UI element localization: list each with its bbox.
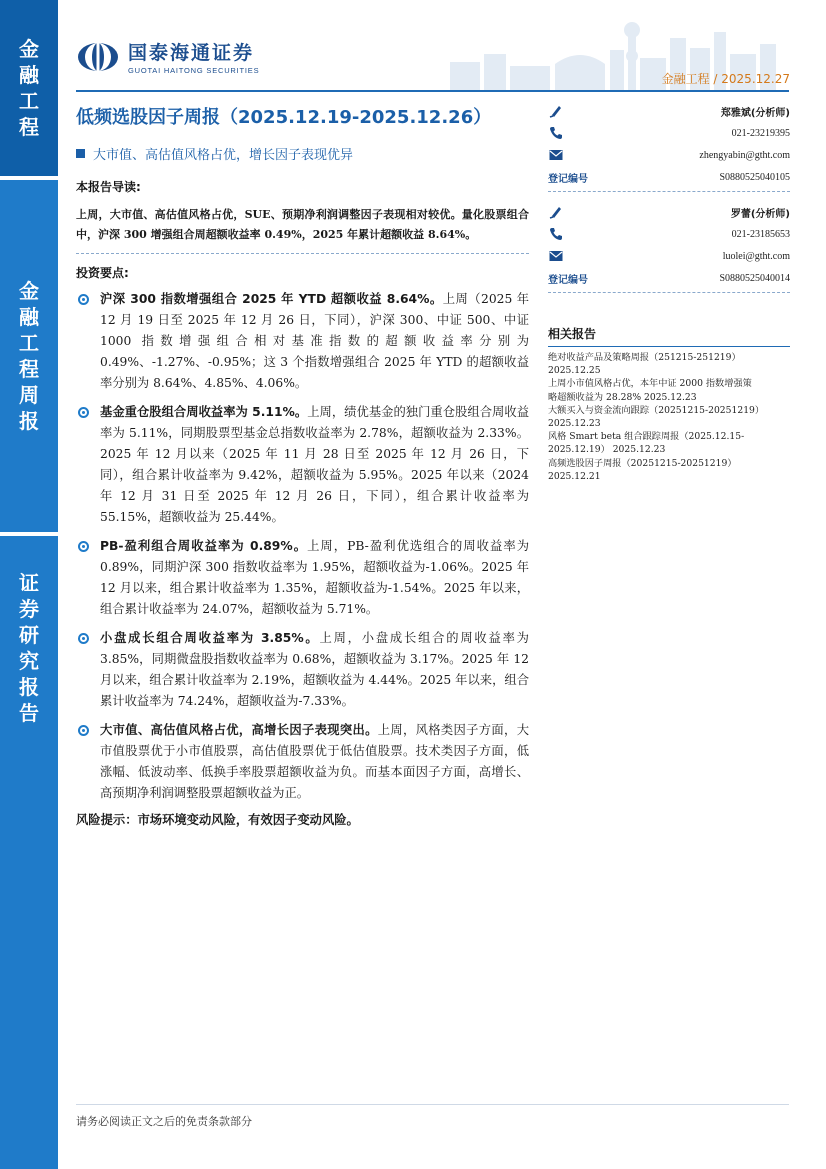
point-lead: 大市值、高估值风格占优，高增长因子表现突出。 [100,723,378,737]
disclaimer-footer: 请务必阅读正文之后的免责条款部分 [76,1115,252,1128]
sidebar-char: 究 [19,649,39,673]
registration-number: S0880525040014 [719,272,790,284]
guide-heading: 本报告导读: [76,180,141,194]
point-lead: PB-盈利组合周收益率为 0.89%。 [100,539,308,553]
phone-icon [548,125,564,141]
sidebar-char: 程 [19,115,39,139]
email-icon [548,147,564,163]
bullet-dot-icon [78,633,89,644]
logo-text-cn: 国泰海通证券 [128,42,255,64]
sidebar-char: 工 [19,89,39,113]
analyst-divider [548,292,790,293]
sidebar-char: 工 [19,331,39,355]
sidebar-top-label [0,0,58,176]
point-body: 上周，PB-盈利优选组合的周收益率为 0.89%，同期沪深 300 指数收益率为 1.95%，超额收益为-1.06%。2025 年 12 月以来，组合累计收益率为 1.35%，超额收益为-1.54%。2025 年以来，组合累计收益率为 24.07%，超额收益为 5.71%。 [100,539,529,616]
dashed-divider [76,253,529,254]
sidebar-char: 券 [19,597,39,621]
sidebar-char: 研 [19,623,39,647]
related-reports-heading: 相关报告 [548,325,790,347]
sidebar-char: 报 [19,409,39,433]
analyst-name: 郑雅斌(分析师) [720,107,790,119]
related-report-line[interactable]: 2025.12.19） 2025.12.23 [548,444,666,456]
point-lead: 沪深 300 指数增强组合 2025 年 YTD 超额收益 8.64%。 [100,292,443,306]
guide-text: 上周，大市值、高估值风格占优，SUE、预期净利润调整因子表现相对较优。量化股票组合中，沪深 300 增强组合周超额收益率 0.49%，2025 年累计超额收益 8.64%。 [76,208,529,241]
registration-label: 登记编号 [548,274,588,286]
sidebar-char: 证 [19,571,39,595]
sidebar-char: 告 [19,701,39,725]
logo-text-en: GUOTAI HAITONG SECURITIES [128,66,260,75]
sidebar-char: 融 [19,63,39,87]
investment-point [76,536,529,620]
sidebar-char: 金 [19,279,39,303]
related-report-date: 2025.12.25 [548,365,601,377]
related-report-line[interactable]: 略超额收益为 28.28% 2025.12.23 [548,391,697,403]
bullet-dot-icon [78,407,89,418]
pen-icon [548,204,564,220]
registration-label: 登记编号 [548,173,588,185]
sidebar-bottom-label [0,536,58,1169]
sidebar-char: 金 [19,37,39,61]
point-body: 上周，小盘成长组合的周收益率为 3.85%，同期微盘股指数收益率为 0.68%，超额收益为 3.17%。2025 年 12 月以来，组合累计收益率为 2.19%，超额收益为 4.44%。2025 年以来，组合累计收益率为 74.24%，超额收益为-7.33%。 [100,631,529,708]
risk-warning: 风险提示：市场环境变动风险，有效因子变动风险。 [76,813,359,827]
related-report-date: 2025.12.23 [548,418,601,430]
report-category-date: 金融工程 / 2025.12.27 [661,72,790,86]
analyst-name: 罗蕾(分析师) [730,208,790,220]
points-heading: 投资要点: [76,266,129,280]
phone-icon [548,226,564,242]
investment-point [76,289,529,394]
point-lead: 小盘成长组合周收益率为 3.85%。 [100,631,320,645]
related-report-line[interactable]: 上周小市值风格占优，本年中证 2000 指数增强策 [548,378,752,390]
related-report-line[interactable]: 大额买入与资金流向跟踪（20251215-20251219） [548,404,765,416]
report-subtitle [76,144,353,163]
analyst-phone: 021-23219395 [731,127,790,139]
sidebar-char: 程 [19,357,39,381]
subtitle-text: 大市值、高估值风格占优，增长因子表现优异 [93,148,354,163]
analyst-email[interactable]: luolei@gtht.com [722,250,790,262]
analyst-phone: 021-23185653 [731,228,790,240]
report-title: 低频选股因子周报（2025.12.19-2025.12.26） [76,107,492,128]
related-report-line[interactable]: 绝对收益产品及策略周报（251215-251219） [548,352,741,363]
investment-point [76,720,529,804]
related-report-date: 2025.12.21 [548,470,601,482]
bullet-dot-icon [78,725,89,736]
footer-divider [76,1104,789,1105]
analyst-email[interactable]: zhengyabin@gtht.com [699,149,790,161]
sidebar-middle-label [0,180,58,532]
sidebar-char: 周 [19,383,39,407]
logo-mark-icon [76,41,120,73]
point-body: 上周，绩优基金的独门重仓股组合周收益率为 5.11%，同期股票型基金总指数收益率为 2.78%，超额收益为 2.33%。2025 年 12 月以来（2025 年 11 月 28 日至 2025 年 12 月 26 日，下同），组合累计收益率为 9.42%，超额收益为 5.95%。2025 年以来（2024 年 12 月 31 日至 2025 年 12 月 26 日，下同），组合累计收益率为 55.15%，超额收益为 25.44%。 [100,405,529,524]
sidebar-char: 报 [19,675,39,699]
square-bullet-icon [76,149,85,158]
email-icon [548,248,564,264]
point-body: 上周，风格类因子方面，大市值股票优于小市值股票，高估值股票优于低估值股票。技术类因子方面，低涨幅、低波动率、低换手率股票超额收益为负。而基本面因子方面，高增长、高预期净利润调整股票超额收益为正。 [100,723,529,800]
point-body: 上周（2025 年 12 月 19 日至 2025 年 12 月 26 日，下同），沪深 300、中证 500、中证 1000 指数增强组合相对基准指数的超额收益率分别为 0.49%、-1.27%、-0.95%；这 3 个指数增强组合 2025 年 YTD 的超额收益率分别为 8.64%、4.85%、4.06%。 [100,292,529,390]
company-logo [76,38,259,75]
investment-point [76,628,529,712]
investment-point [76,402,529,528]
bullet-dot-icon [78,294,89,305]
sidebar-char: 融 [19,305,39,329]
analyst-card [548,100,790,192]
registration-number: S0880525040105 [719,171,790,183]
header-divider [76,90,789,92]
main-content [76,178,529,828]
related-report-line[interactable]: 高频选股因子周报（20251215-20251219） [548,457,737,469]
left-sidebar-strip [0,0,58,1169]
point-lead: 基金重仓股组合周收益率为 5.11%。 [100,405,308,419]
pen-icon [548,103,564,119]
bullet-dot-icon [78,541,89,552]
related-reports-list [548,351,790,483]
analyst-divider [548,191,790,192]
related-report-line[interactable]: 风格 Smart beta 组合跟踪周报（2025.12.15- [548,431,745,443]
analyst-card [548,201,790,293]
right-column [548,100,790,483]
